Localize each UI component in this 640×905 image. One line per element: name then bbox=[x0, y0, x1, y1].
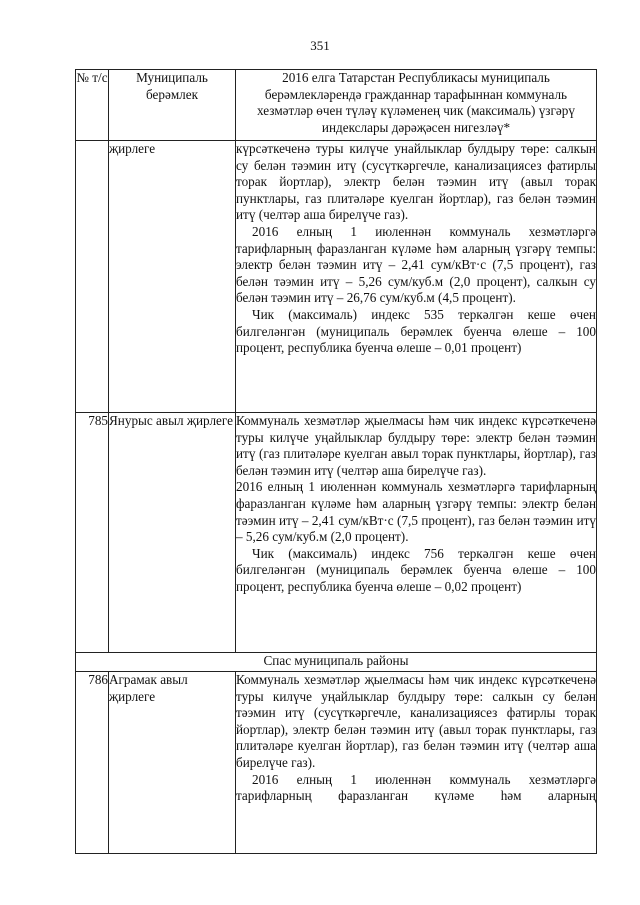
row-paragraph: 2016 елның 1 июленнән коммуналь хезмәтләргә тарифларның фаразланган күләме һәм аларның bbox=[236, 771, 596, 804]
row-paragraph: күрсәткеченә туры килүче унайлыклар булдыру төре: салкын су белән тәэмин итү (сусүткәргечле, канализациясез фатирлы торак йортлар), электр белән тәэмин итү (авыл торак пунктлары, газ плитәләре куелган йортлар), газ белән тәэмин итү (челтәр аша бирелүче газ). bbox=[236, 141, 596, 223]
row-number bbox=[76, 141, 109, 413]
row-municipality: җирлеге bbox=[109, 141, 236, 413]
table-row bbox=[76, 413, 597, 653]
row-description bbox=[236, 672, 597, 854]
row-municipality: Янурыс авыл җирлеге bbox=[109, 413, 236, 653]
tariff-table bbox=[75, 69, 597, 854]
row-number: 785 bbox=[76, 413, 109, 653]
page-number: 351 bbox=[310, 38, 330, 53]
row-paragraph: 2016 елның 1 июленнән коммуналь хезмәтләргә тарифларның фаразланган күләме һәм аларның үзгәрү темпы: электр белән тәэмин итү – 2,41 сум/кВт·с (7,5 процент), газ белән тәэмин итү – 5,26 сум/куб.м (2,0 процент), салкын су белән тәэмин итү – 26,76 сум/куб.м (4,5 процент). bbox=[236, 223, 596, 306]
row-municipality: Аграмак авыл җирлеге bbox=[109, 672, 236, 854]
header-number: № т/с bbox=[76, 70, 109, 141]
district-row bbox=[76, 653, 597, 672]
header-description: 2016 елга Татарстан Республикасы муниципаль берәмлекләрендә гражданнар тарафыннан коммуналь хезмәтләр өчен түләү күләменең чик (максималь) үзгәрү индекслары дәрәҗәсен нигезләү* bbox=[236, 70, 597, 141]
row-paragraph: Чик (максималь) индекс 756 теркәлгән кеше өчен билгеләнгән (муниципаль берәмлек буенча өлеше – 100 процент, республика буенча өлеше – 0,02 процент) bbox=[236, 545, 596, 594]
table-row bbox=[76, 672, 597, 854]
table-header-row bbox=[76, 70, 597, 141]
row-paragraph: Коммуналь хезмәтләр җыелмасы һәм чик индекс күрсәткеченә туры килүче уңайлыклар булдыру төре: салкын су белән тәэмин итү (сусүткәргечле, канализациясез фатирлы торак йортлар), электр белән тәэмин итү (авыл торак пунктлары, газ плитәләре куелган йортлар), газ белән тәэмин итү (челтәр аша бирелүче газ). bbox=[236, 672, 596, 770]
row-paragraph: 2016 елның 1 июленнән коммуналь хезмәтләргә тарифларның фаразланган күләме һәм аларның үзгәрү темпы: электр белән тәэмин итү – 2,41 сум/кВт·с (7,5 процент), газ белән тәэмин итү – 5,26 сум/куб.м (2,0 процент). bbox=[236, 479, 596, 545]
row-paragraph: Чик (максималь) индекс 535 теркәлгән кеше өчен билгеләнгән (муниципаль берәмлек буенча өлеше – 100 процент, республика буенча өлеше – 0,01 процент) bbox=[236, 306, 596, 356]
row-paragraph: Коммуналь хезмәтләр җыелмасы һәм чик индекс күрсәткеченә туры килүче уңайлыклар булдыру төре: электр белән тәэмин итү (газ плитәләре куелган авыл торак пунктлары, йортлар), газ белән тәэмин итү (челтәр аша бирелүче газ). bbox=[236, 413, 596, 478]
district-heading: Спас муниципаль районы bbox=[76, 653, 597, 672]
row-description bbox=[236, 141, 597, 413]
header-municipality: Муниципаль берәмлек bbox=[109, 70, 236, 141]
row-number: 786 bbox=[76, 672, 109, 854]
table-row bbox=[76, 141, 597, 413]
row-description bbox=[236, 413, 597, 653]
